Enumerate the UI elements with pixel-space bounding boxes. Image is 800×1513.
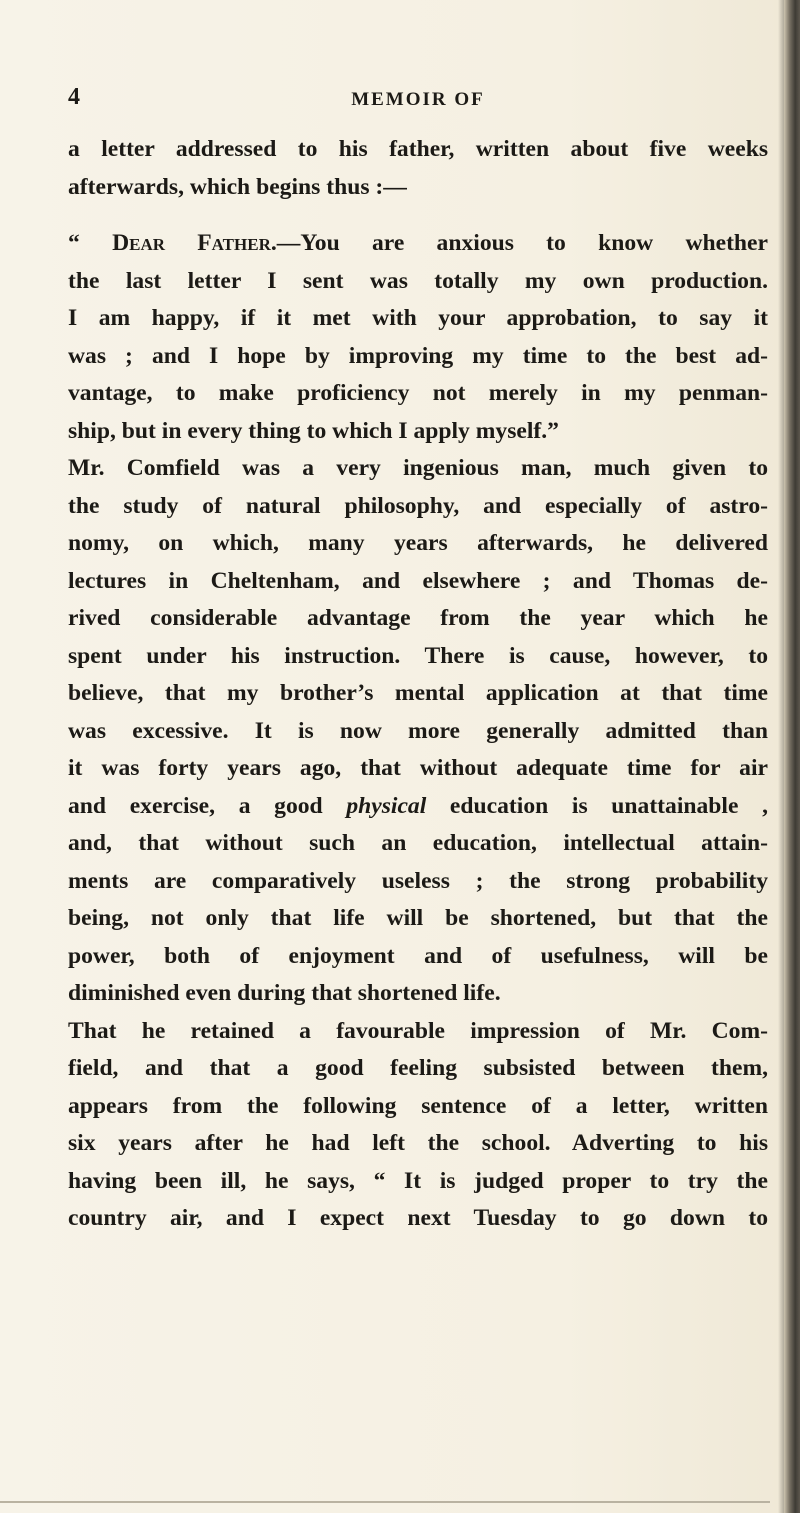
- text-line: rived considerable advantage from the year which he: [68, 605, 768, 631]
- text-line: and exercise, a good physical education is unattainable ,: [68, 792, 769, 819]
- text-line: appears from the following sentence of a letter, written: [68, 1092, 768, 1119]
- text-line: ship, but in every thing to which I apply myself.”: [68, 417, 559, 444]
- text-line: field, and that a good feeling subsisted between them,: [68, 1055, 768, 1081]
- text-line: being, not only that life will be shortened, but that the: [68, 905, 768, 931]
- text-line: it was forty years ago, that without adequate time for air: [68, 755, 768, 781]
- text-line: spent under his instruction. There is cause, however, to: [68, 642, 768, 669]
- text-line: the last letter I sent was totally my own production.: [68, 267, 768, 294]
- page-number: 4: [68, 84, 80, 110]
- text-line: power, both of enjoyment and of usefulness, will be: [68, 942, 768, 969]
- text-line: a letter addressed to his father, written about five weeks: [68, 136, 768, 162]
- text-line: the study of natural philosophy, and especially of astro-: [68, 492, 768, 519]
- text-line: afterwards, which begins thus :—: [68, 173, 407, 200]
- body-text: [68, 131, 768, 1238]
- text-line: and, that without such an education, intellectual attain-: [68, 830, 768, 856]
- paragraph: [68, 450, 768, 1013]
- text-line: having been ill, he says, “ It is judged proper to try the: [68, 1167, 768, 1194]
- running-title: MEMOIR OF: [351, 89, 485, 110]
- text-line: country air, and I expect next Tuesday to go down to: [68, 1205, 768, 1231]
- text-line: I am happy, if it met with your approbation, to say it: [68, 305, 768, 331]
- salutation: Dear Father: [112, 230, 271, 256]
- text-line: Mr. Comfield was a very ingenious man, much given to: [68, 455, 768, 481]
- text-line: believe, that my brother’s mental application at that time: [68, 680, 768, 706]
- page-header: [68, 84, 768, 114]
- text-line: vantage, to make proficiency not merely in my penman-: [68, 380, 768, 406]
- book-binding-edge: [784, 0, 800, 1513]
- paragraph: [68, 131, 768, 206]
- text-line: diminished even during that shortened life.: [68, 980, 501, 1006]
- paragraph: [68, 1013, 768, 1238]
- emphasis: physical: [346, 792, 427, 819]
- text-line: was excessive. It is now more generally admitted than: [68, 717, 768, 744]
- text-line: was ; and I hope by improving my time to the best ad-: [68, 342, 768, 369]
- text-line: nomy, on which, many years afterwards, he delivered: [68, 530, 768, 556]
- text-line: ments are comparatively useless ; the strong probability: [68, 867, 768, 894]
- quoted-letter: [68, 225, 768, 450]
- text-line: “ Dear Father.—You are anxious to know whether: [68, 230, 768, 256]
- page-bottom-edge: [0, 1501, 770, 1503]
- text-line: That he retained a favourable impression of Mr. Com-: [68, 1017, 768, 1044]
- text-line: lectures in Cheltenham, and elsewhere ; and Thomas de-: [68, 567, 768, 594]
- text-line: six years after he had left the school. Adverting to his: [68, 1130, 768, 1156]
